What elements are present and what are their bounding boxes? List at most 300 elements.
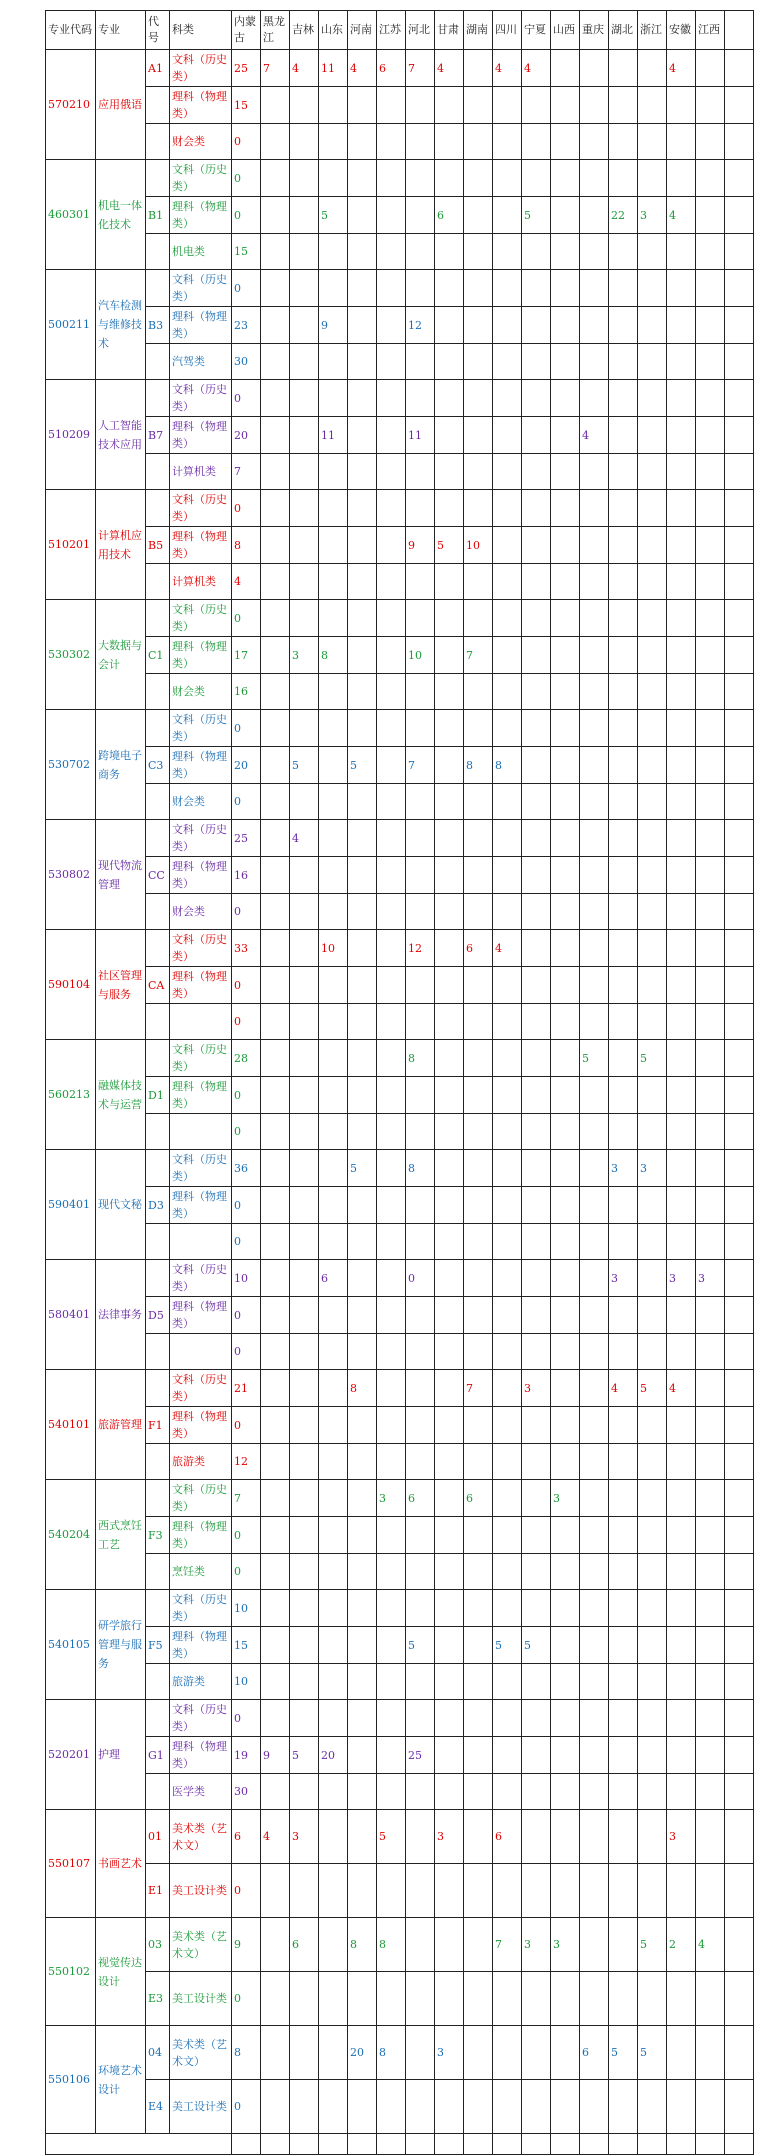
header-province: 安徽 (667, 11, 696, 50)
table-row (46, 600, 754, 637)
quota-cell (435, 270, 464, 307)
quota-cell: 3 (522, 1918, 551, 1972)
category-cell: 财会类 (170, 784, 232, 820)
table-row (46, 1700, 754, 1737)
quota-cell: 5 (348, 1150, 377, 1187)
blank-cell (725, 1737, 754, 1774)
quota-cell (667, 637, 696, 674)
quota-cell (696, 2080, 725, 2134)
quota-cell (261, 930, 290, 967)
quota-cell (551, 747, 580, 784)
quota-cell (261, 234, 290, 270)
quota-cell (435, 894, 464, 930)
quota-cell (261, 490, 290, 527)
quota-cell: 7 (493, 1918, 522, 1972)
quota-cell (377, 1517, 406, 1554)
quota-cell (522, 1700, 551, 1737)
quota-cell (464, 160, 493, 197)
quota-cell: 4 (290, 820, 319, 857)
quota-cell (551, 2026, 580, 2080)
quota-cell (696, 197, 725, 234)
quota-cell (261, 1517, 290, 1554)
quota-cell (406, 344, 435, 380)
quota-cell (377, 1554, 406, 1590)
quota-cell (435, 1972, 464, 2026)
quota-cell: 4 (348, 50, 377, 87)
quota-cell (493, 1150, 522, 1187)
quota-cell (348, 1444, 377, 1480)
quota-cell (609, 1407, 638, 1444)
blank-cell (725, 1444, 754, 1480)
blank-cell (725, 234, 754, 270)
quota-cell (377, 1114, 406, 1150)
quota-cell (667, 857, 696, 894)
quota-cell (290, 124, 319, 160)
quota-cell (696, 417, 725, 454)
major-code-cell: 540204 (46, 1480, 96, 1590)
blank-cell (725, 1590, 754, 1627)
quota-cell (435, 87, 464, 124)
quota-cell (319, 1774, 348, 1810)
category-cell: 理科（物理类） (170, 967, 232, 1004)
quota-cell (406, 1864, 435, 1918)
quota-cell (696, 2026, 725, 2080)
quota-cell (696, 784, 725, 820)
major-num-cell: 03 (146, 1918, 170, 1972)
quota-cell (638, 1627, 667, 1664)
quota-cell (522, 527, 551, 564)
quota-cell (580, 234, 609, 270)
major-code-cell: 540105 (46, 1590, 96, 1700)
quota-cell (609, 1517, 638, 1554)
major-code-cell: 530802 (46, 820, 96, 930)
quota-cell (551, 1224, 580, 1260)
blank-cell (725, 1260, 754, 1297)
quota-cell (406, 490, 435, 527)
quota-cell: 16 (232, 674, 261, 710)
header-province: 河南 (348, 11, 377, 50)
quota-cell: 8 (377, 2026, 406, 2080)
quota-cell (290, 1334, 319, 1370)
quota-cell (377, 1444, 406, 1480)
quota-cell: 7 (406, 50, 435, 87)
quota-cell (319, 1334, 348, 1370)
category-cell: 文科（历史类） (170, 600, 232, 637)
quota-cell (667, 344, 696, 380)
quota-cell (667, 1774, 696, 1810)
quota-cell: 28 (232, 1040, 261, 1077)
quota-cell (290, 1590, 319, 1627)
quota-cell (638, 2080, 667, 2134)
category-cell: 理科（物理类） (170, 1627, 232, 1664)
quota-cell (493, 1004, 522, 1040)
quota-cell (435, 1700, 464, 1737)
blank-cell (725, 637, 754, 674)
quota-cell (522, 454, 551, 490)
quota-cell (696, 1590, 725, 1627)
quota-cell (609, 234, 638, 270)
quota-cell (580, 637, 609, 674)
quota-cell (638, 930, 667, 967)
quota-cell (551, 600, 580, 637)
blank-cell (725, 1114, 754, 1150)
quota-cell (261, 600, 290, 637)
quota-cell (609, 784, 638, 820)
major-num-cell (146, 1004, 170, 1040)
quota-cell (696, 454, 725, 490)
quota-cell (696, 857, 725, 894)
quota-cell: 0 (232, 1864, 261, 1918)
quota-cell (464, 1114, 493, 1150)
quota-cell (522, 967, 551, 1004)
header-province: 内蒙古 (232, 11, 261, 50)
quota-cell (609, 1554, 638, 1590)
quota-cell: 8 (232, 2026, 261, 2080)
quota-cell (638, 710, 667, 747)
quota-cell (551, 344, 580, 380)
quota-cell: 25 (232, 820, 261, 857)
quota-cell (667, 490, 696, 527)
quota-cell (406, 784, 435, 820)
quota-cell (580, 1517, 609, 1554)
blank-cell (725, 124, 754, 160)
category-cell: 理科（物理类） (170, 1737, 232, 1774)
quota-cell (348, 454, 377, 490)
quota-cell (406, 454, 435, 490)
quota-cell (406, 674, 435, 710)
quota-cell: 6 (464, 930, 493, 967)
footer-blank-cell (46, 2134, 232, 2155)
quota-cell (580, 50, 609, 87)
quota-cell (464, 1224, 493, 1260)
quota-cell (290, 1627, 319, 1664)
category-cell (170, 1224, 232, 1260)
quota-cell (609, 600, 638, 637)
quota-cell (319, 380, 348, 417)
quota-cell (696, 564, 725, 600)
quota-cell: 2 (667, 1918, 696, 1972)
quota-cell (551, 490, 580, 527)
table-row (46, 417, 754, 454)
table-row (46, 2026, 754, 2080)
blank-cell (725, 1664, 754, 1700)
quota-cell (609, 1810, 638, 1864)
quota-cell (551, 1700, 580, 1737)
quota-cell (551, 784, 580, 820)
quota-cell (667, 1114, 696, 1150)
quota-cell (435, 1517, 464, 1554)
blank-cell (725, 674, 754, 710)
quota-cell (580, 454, 609, 490)
quota-cell (696, 1187, 725, 1224)
major-name-cell: 视觉传达设计 (96, 1918, 146, 2026)
quota-cell (580, 600, 609, 637)
quota-cell (667, 1040, 696, 1077)
quota-cell (377, 417, 406, 454)
quota-cell (696, 1664, 725, 1700)
category-cell: 美工设计类 (170, 1972, 232, 2026)
quota-cell (290, 87, 319, 124)
quota-cell (319, 1590, 348, 1627)
quota-cell (522, 1187, 551, 1224)
quota-cell (609, 527, 638, 564)
category-cell: 美术类（艺术文） (170, 1810, 232, 1864)
quota-cell (377, 747, 406, 784)
table-row (46, 1590, 754, 1627)
quota-cell (435, 1187, 464, 1224)
quota-cell (638, 344, 667, 380)
quota-cell (638, 270, 667, 307)
quota-cell (696, 1150, 725, 1187)
quota-cell (493, 380, 522, 417)
quota-cell (406, 564, 435, 600)
quota-cell (261, 87, 290, 124)
blank-cell (725, 490, 754, 527)
quota-cell (493, 1114, 522, 1150)
quota-cell (377, 710, 406, 747)
quota-cell (667, 1444, 696, 1480)
quota-cell (580, 1334, 609, 1370)
quota-cell (609, 637, 638, 674)
quota-cell (290, 1040, 319, 1077)
quota-cell (406, 160, 435, 197)
blank-cell (725, 857, 754, 894)
quota-cell (261, 1972, 290, 2026)
quota-cell: 0 (232, 710, 261, 747)
quota-cell (609, 1040, 638, 1077)
quota-cell: 0 (232, 1297, 261, 1334)
quota-cell (580, 820, 609, 857)
quota-cell (667, 124, 696, 160)
quota-cell (464, 1737, 493, 1774)
quota-cell (522, 600, 551, 637)
quota-cell (290, 710, 319, 747)
quota-cell (609, 124, 638, 160)
quota-cell (580, 1737, 609, 1774)
quota-cell (580, 857, 609, 894)
quota-cell (551, 380, 580, 417)
quota-cell (609, 1864, 638, 1918)
quota-cell (667, 930, 696, 967)
quota-cell (667, 270, 696, 307)
quota-cell (435, 380, 464, 417)
quota-cell (377, 674, 406, 710)
major-num-cell (146, 1334, 170, 1370)
quota-cell (406, 380, 435, 417)
quota-cell: 4 (667, 1370, 696, 1407)
quota-cell (551, 1297, 580, 1334)
quota-cell (667, 1150, 696, 1187)
quota-cell (319, 1700, 348, 1737)
quota-cell: 7 (261, 50, 290, 87)
quota-cell (696, 1297, 725, 1334)
quota-cell: 0 (232, 600, 261, 637)
quota-cell (348, 1407, 377, 1444)
quota-cell (696, 1774, 725, 1810)
quota-cell (580, 747, 609, 784)
quota-cell: 30 (232, 1774, 261, 1810)
quota-cell: 0 (232, 894, 261, 930)
quota-cell (667, 784, 696, 820)
quota-cell (667, 1334, 696, 1370)
quota-cell (638, 1187, 667, 1224)
table-row (46, 747, 754, 784)
quota-cell (551, 1774, 580, 1810)
quota-cell (551, 1370, 580, 1407)
category-cell: 旅游类 (170, 1444, 232, 1480)
quota-cell (638, 1114, 667, 1150)
quota-cell (696, 967, 725, 1004)
blank-cell (725, 564, 754, 600)
quota-cell (493, 967, 522, 1004)
quota-cell (290, 197, 319, 234)
quota-cell (493, 2080, 522, 2134)
quota-cell (522, 1040, 551, 1077)
quota-cell (522, 1864, 551, 1918)
major-name-cell: 跨境电子商务 (96, 710, 146, 820)
quota-cell (493, 564, 522, 600)
quota-cell (522, 784, 551, 820)
quota-cell (580, 2080, 609, 2134)
quota-cell (667, 1664, 696, 1700)
quota-cell (493, 270, 522, 307)
quota-cell: 8 (406, 1150, 435, 1187)
quota-cell (348, 124, 377, 160)
quota-cell: 6 (232, 1810, 261, 1864)
quota-cell (406, 2026, 435, 2080)
quota-cell (464, 1864, 493, 1918)
major-name-cell: 机电一体化技术 (96, 160, 146, 270)
quota-cell (261, 857, 290, 894)
blank-cell (725, 307, 754, 344)
quota-cell (580, 1864, 609, 1918)
major-num-cell (146, 820, 170, 857)
quota-cell (667, 1590, 696, 1627)
category-cell: 医学类 (170, 1774, 232, 1810)
quota-cell: 6 (435, 197, 464, 234)
quota-cell: 5 (609, 2026, 638, 2080)
quota-cell: 3 (551, 1480, 580, 1517)
quota-cell (609, 1737, 638, 1774)
quota-cell (609, 1004, 638, 1040)
quota-cell (493, 1554, 522, 1590)
major-name-cell: 环境艺术设计 (96, 2026, 146, 2134)
quota-cell (261, 1590, 290, 1627)
quota-cell (319, 1444, 348, 1480)
quota-cell (290, 1664, 319, 1700)
quota-cell (493, 1334, 522, 1370)
quota-cell (435, 1918, 464, 1972)
quota-cell (696, 820, 725, 857)
quota-cell (464, 1590, 493, 1627)
header-row (46, 11, 754, 50)
major-code-cell: 590104 (46, 930, 96, 1040)
major-name-cell: 护理 (96, 1700, 146, 1810)
category-cell: 文科（历史类） (170, 1150, 232, 1187)
quota-cell (319, 1370, 348, 1407)
quota-cell: 8 (232, 527, 261, 564)
quota-cell (377, 1407, 406, 1444)
quota-cell: 0 (232, 380, 261, 417)
quota-cell (319, 1627, 348, 1664)
quota-cell: 7 (232, 1480, 261, 1517)
quota-cell (551, 674, 580, 710)
quota-cell (348, 1297, 377, 1334)
quota-cell (377, 564, 406, 600)
quota-cell (319, 454, 348, 490)
major-name-cell: 社区管理与服务 (96, 930, 146, 1040)
quota-cell (435, 307, 464, 344)
quota-cell (377, 307, 406, 344)
quota-cell (667, 1407, 696, 1444)
quota-cell (261, 1370, 290, 1407)
quota-cell (435, 1077, 464, 1114)
quota-cell (377, 1224, 406, 1260)
quota-cell (493, 1444, 522, 1480)
quota-cell (551, 1554, 580, 1590)
quota-cell: 0 (232, 1700, 261, 1737)
quota-cell (377, 600, 406, 637)
quota-cell (290, 674, 319, 710)
quota-cell (580, 1918, 609, 1972)
blank-cell (725, 600, 754, 637)
category-cell: 文科（历史类） (170, 1590, 232, 1627)
quota-cell: 6 (377, 50, 406, 87)
quota-cell (522, 1810, 551, 1864)
quota-cell (464, 1918, 493, 1972)
quota-cell (551, 1077, 580, 1114)
quota-cell: 10 (464, 527, 493, 564)
blank-cell (725, 1370, 754, 1407)
quota-cell (435, 1480, 464, 1517)
quota-cell (522, 2080, 551, 2134)
quota-cell (667, 454, 696, 490)
quota-cell: 5 (290, 1737, 319, 1774)
category-cell: 美工设计类 (170, 1864, 232, 1918)
quota-cell (290, 1444, 319, 1480)
major-code-cell: 570210 (46, 50, 96, 160)
footer-blank-cell (290, 2134, 319, 2155)
quota-cell (551, 87, 580, 124)
quota-cell (667, 1297, 696, 1334)
quota-cell (406, 2080, 435, 2134)
major-num-cell (146, 454, 170, 490)
quota-cell (609, 1590, 638, 1627)
quota-cell (435, 967, 464, 1004)
quota-cell (435, 1004, 464, 1040)
quota-cell (551, 564, 580, 600)
major-num-cell: E3 (146, 1972, 170, 2026)
category-cell: 文科（历史类） (170, 1700, 232, 1737)
quota-cell (290, 1370, 319, 1407)
quota-cell (348, 1040, 377, 1077)
quota-cell (522, 1554, 551, 1590)
quota-cell: 17 (232, 637, 261, 674)
quota-cell (522, 710, 551, 747)
quota-cell: 0 (232, 1077, 261, 1114)
quota-cell (638, 1737, 667, 1774)
quota-cell (522, 564, 551, 600)
category-cell: 文科（历史类） (170, 1260, 232, 1297)
quota-cell (493, 417, 522, 454)
quota-cell (406, 1187, 435, 1224)
quota-cell (464, 1444, 493, 1480)
quota-cell (261, 1664, 290, 1700)
quota-cell (348, 967, 377, 1004)
quota-cell (551, 820, 580, 857)
quota-cell (580, 1554, 609, 1590)
quota-cell (638, 1480, 667, 1517)
